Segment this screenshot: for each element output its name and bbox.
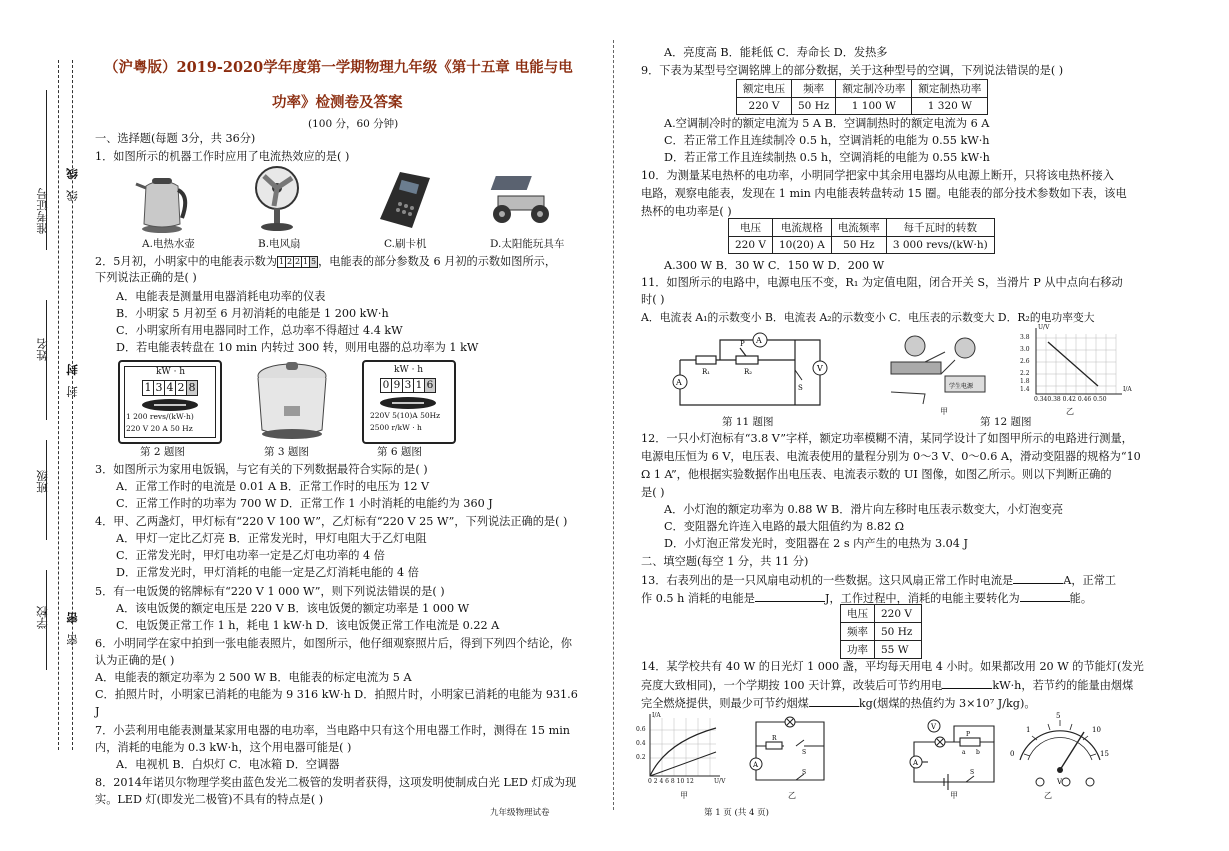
q15-graph-ylabel: I/A [652,712,661,719]
q9-cell-1: 220 V [737,98,792,115]
meter2-dial [378,396,438,410]
q3-options-cd: C．正常工作时的功率为 700 W D．正常工作 1 小时消耗的电能约为 360 J [116,497,493,510]
q12-ytick-4: 2.2 [1020,370,1030,377]
seal-mark-2: 封 [65,364,79,376]
seal-mark-1: 线 [65,168,79,180]
question-2-text-b: ，电能表的部分参数及 6 月初的示数如图所示， [318,255,557,268]
q12-graph-xticks: 0.340.38 0.42 0.46 0.50 [1034,396,1107,403]
q13-text-a: 13．右表列出的是一只风扇电动机的一些数据。这只风扇正常工作时电流是 [641,574,1014,587]
question-10-line1: 10．为测量某电热杯的电功率，小明同学把家中其余用电器均从电源上断开，只将该电热杯接入 [641,169,1114,182]
class-blank [46,440,47,540]
question-6-line2: 认为正确的是( ) [95,654,175,667]
exam-no-blank [46,90,47,250]
q4-option-c: C．正常发光时，甲灯电功率一定是乙灯电功率的 4 倍 [116,549,385,562]
svg-text:V: V [817,364,823,373]
seal-note-2: 封 [65,386,79,398]
school-blank [46,570,47,670]
q2-digit-2: 2 [287,257,293,266]
question-12-line2: 电源电压恒为 6 V，电压表、电流表使用的量程分别为 0～3 V、0～0.6 A，滑动变阻器的规格为“10 [641,450,1141,463]
q2-option-b: B．小明家 5 月初至 6 月初消耗的电能是 1 200 kW·h [116,307,389,320]
q10-head-1: 电压 [729,219,773,237]
exam-title-line2: 功率》检测卷及答案 [272,94,403,111]
q13-value-frequency: 50 Hz [875,623,922,641]
figure-caption-q6: 第 6 题图 [377,446,422,458]
q9-head-4: 额定制热功率 [912,80,988,98]
svg-text:S: S [802,769,807,776]
q15-iu-graph [636,712,726,788]
question-12-line1: 12．一只小灯泡标有“3.8 V”字样，额定功率模糊不清，某同学设计了如图甲所示的电路进行测量， [641,432,1133,445]
question-2-text-a: 2．5月初，小明家中的电能表示数为 [95,255,278,268]
svg-text:5: 5 [1056,712,1061,720]
svg-text:S: S [798,384,803,392]
svg-text:a: a [962,749,966,756]
q13-label-power: 功率 [841,641,875,659]
figure-caption-q3: 第 3 题图 [264,446,309,458]
svg-text:A: A [753,761,759,769]
meter2-digit-3: 3 [403,379,414,392]
question-14-line3 [641,696,1036,711]
q6-option-d-cont: J [95,705,100,718]
q13-text-d: J，工作过程中，消耗的电能主要转化为 [824,592,1020,605]
q5-options-ab: A．该电饭煲的额定电压是 220 V B．该电饭煲的额定功率是 1 000 W [116,602,470,615]
question-5: 5．有一电饭煲的铭牌标有“220 V 1 000 W”，则下列说法错误的是( ) [95,585,445,598]
svg-text:15: 15 [1100,750,1109,758]
q6-options-cd: C．拍照片时，小明家已消耗的电能为 9 316 kW·h D．拍照片时，小明家已消耗的电能为 931.6 [95,688,578,701]
q9-table [736,79,988,115]
q16-voltmeter-dial [1010,710,1110,792]
q13-text-e: 能。 [1069,592,1093,605]
svg-text:学生电源: 学生电源 [949,383,974,390]
q13-blank-energy[interactable] [755,591,825,602]
meter1-digit-2: 3 [154,381,165,395]
q12-ytick-6: 1.4 [1020,386,1030,393]
question-2-part2: 下列说法正确的是( ) [95,271,197,284]
q16-sub-jia: 甲 [950,791,958,800]
q1-caption-b: B.电风扇 [258,238,301,250]
q12-ui-graph [1020,324,1140,408]
svg-text:10: 10 [1092,726,1101,734]
svg-text:V: V [1057,778,1063,786]
svg-text:A: A [676,378,682,387]
q12-options-ab: A．小灯泡的额定功率为 0.88 W B．滑片向左移时电压表示数变大，小灯泡变亮 [664,503,1064,516]
meter1-digit-4: 2 [176,381,187,395]
q12-ytick-5: 1.8 [1020,378,1030,385]
question-7-line1: 7．小芸利用电能表测量某家用电器的电功率，当电路中只有这个用电器工作时，测得在 15 min [95,724,570,737]
q10-head-3: 电流频率 [831,219,886,237]
q8-options: A．亮度高 B．能耗低 C．寿命长 D．发热多 [664,46,888,59]
q9-head-2: 频率 [792,80,836,98]
meter2-digits [380,378,436,393]
q3-options-ab: A．正常工作时的电流是 0.01 A B．正常工作时的电压为 12 V [116,480,430,493]
kettle-image [132,166,192,234]
meter2-digit-5: 6 [426,379,434,391]
right-footer: 第 1 页 (共 4 页) [704,808,769,818]
question-12-line3: Ω 1 A”，他根据实验数据作出电压表、电流表示数的 UI 图像，如图乙所示。则以下判断正确的 [641,468,1112,481]
seal-mark-3: 密 [65,612,79,624]
electric-meter-figure-q6 [362,360,456,444]
q10-table-header [729,219,995,237]
q12-graph-ylabel: U/V [1038,324,1050,331]
q2-digit-5: 5 [311,257,317,266]
question-7-line2: 内，消耗的电能为 0.3 kW·h，这个用电器可能是( ) [95,741,352,754]
q15-sub-yi: 乙 [788,791,796,800]
q13-value-voltage: 220 V [875,605,922,623]
q13-blank-current[interactable] [1013,573,1063,584]
q2-digit-3: 2 [295,257,301,266]
meter1-digit-5: 8 [188,381,196,394]
meter1-spec1: 1 200 revs/(kW·h) [126,412,194,421]
q10-cell-3: 50 Hz [831,237,886,254]
question-8-line2: 实。LED 灯(即发光二极管)不具有的特点是( ) [95,793,324,806]
q13-text-c: 作 0.5 h 消耗的电能是 [641,592,755,605]
meter2-digit-1: 0 [381,379,392,392]
q9-head-1: 额定电压 [737,80,792,98]
q13-value-power: 55 W [875,641,922,659]
question-1: 1．如图所示的机器工作时应用了电流热效应的是( ) [95,150,350,163]
q12-ytick-1: 3.8 [1020,334,1030,341]
meter1-spec2: 220 V 20 A 50 Hz [126,424,193,433]
q13-row-power [841,641,922,659]
q12-sub-jia: 甲 [940,407,948,416]
exam-title-line1: （沪粤版）2019-2020学年度第一学期物理九年级《第十五章 电能与电 [104,59,573,76]
school-label: 学校 [35,606,49,629]
svg-text:A: A [913,759,919,767]
meter2-unit: kW · h [394,365,424,375]
meter2-spec2: 2500 r/kW · h [370,423,422,432]
q2-meter-digits [277,256,318,268]
q9-cell-2: 50 Hz [792,98,836,115]
q10-cell-1: 220 V [729,237,773,254]
q4-option-d: D．正常发光时，甲灯消耗的电能一定是乙灯消耗电能的 4 倍 [116,566,419,579]
q9-option-c: C．若正常工作且连续制冷 0.5 h，空调消耗的电能为 0.55 kW·h [664,134,990,147]
meter2-digit-2: 9 [392,379,403,392]
question-3: 3．如图所示为家用电饭锅，与它有关的下列数据最符合实际的是( ) [95,463,428,476]
q2-digit-1: 1 [279,257,285,266]
q10-options: A.300 W B．30 W C．150 W D．200 W [664,259,885,272]
q5-options-cd: C．电饭煲正常工作 1 h，耗电 1 kW·h D．该电饭煲正常工作电流是 0.22 A [116,619,500,632]
exam-no-label: 准考证号 [35,188,49,234]
q15-graph-xticks: 0 2 4 6 8 10 12 [648,778,694,785]
q13-row-frequency [841,623,922,641]
q10-cell-2: 10(20) A [772,237,831,254]
section-choice-heading: 一、选择题(每题 3分，共 36分) [95,132,256,145]
q15-sub-jia: 甲 [680,791,688,800]
q9-options-ab: A.空调制冷时的额定电流为 5 A B．空调制热时的额定电流为 6 A [664,117,990,130]
q9-head-3: 额定制冷功率 [836,80,912,98]
q13-row-voltage [841,605,922,623]
q14-text-c: kW·h，若节约的能量由烟煤 [992,679,1134,692]
q6-options-ab: A．电能表的额定功率为 2 500 W B．电能表的标定电流为 5 A [95,671,412,684]
svg-text:R₂: R₂ [744,368,753,376]
question-10-line3: 热杯的电功率是( ) [641,205,732,218]
svg-text:A: A [756,336,762,345]
q12-option-c: C．变阻器允许连入电路的最大阻值约为 8.82 Ω [664,520,905,533]
svg-text:0: 0 [1010,750,1015,758]
q1-caption-c: C.刷卡机 [384,238,427,250]
section-fill-heading: 二、填空题(每空 1 分，共 11 分) [641,555,809,568]
q10-table [728,218,995,254]
q10-table-row [729,237,995,254]
question-13-line1 [641,573,1116,588]
meter1-digit-1: 1 [143,381,154,395]
figure-caption-q12: 第 12 题图 [980,416,1032,428]
name-label: 姓名 [35,338,49,361]
svg-text:S: S [970,769,975,776]
svg-text:P: P [740,340,745,348]
figure-caption-q11: 第 11 题图 [722,416,774,428]
q2-option-d: D．若电能表转盘在 10 min 内转过 300 转，则用电器的总功率为 1 kW [116,341,479,354]
q14-text-d: 完全燃烧提供，则最少可节约烟煤 [641,697,809,710]
card-reader-image [370,164,440,234]
q10-head-2: 电流规格 [772,219,831,237]
q9-table-row [737,98,988,115]
q12-apparatus-image [885,332,1005,410]
q10-head-4: 每千瓦时的转数 [886,219,994,237]
question-11-line1: 11．如图所示的电路中，电源电压不变，R₁ 为定值电阻，闭合开关 S，当滑片 P 从中点向右移动 [641,276,1123,289]
question-12-line4: 是( ) [641,486,665,499]
q11-options: A．电流表 A₁的示数变小 B．电流表 A₂的示数变小 C．电压表的示数变大 D．R₂的电功率变大 [641,311,1095,324]
q9-cell-3: 1 100 W [836,98,912,115]
seal-note-1: 线 [65,190,79,202]
name-blank [46,300,47,420]
q1-caption-d: D.太阳能玩具车 [490,238,565,250]
q15-graph-xlabel: U/V [714,778,726,785]
q13-label-frequency: 频率 [841,623,875,641]
q2-option-a: A．电能表是测量用电器消耗电功率的仪表 [116,290,326,303]
question-6-line1: 6．小明同学在家中拍到一张电能表照片，如图所示，他仔细观察照片后，得到下列四个结论，你 [95,637,572,650]
meter1-unit: kW · h [156,367,186,377]
q12-ytick-3: 2.6 [1020,358,1030,365]
question-14-line2 [641,678,1133,693]
svg-text:1: 1 [1026,726,1031,734]
q13-blank-form[interactable] [1020,591,1070,602]
column-divider [613,40,614,810]
question-10-line2: 电路，观察电能表，发现在 1 min 内电能表转盘转动 15 圈。电能表的部分技术参数如下表，该电 [641,187,1127,200]
q14-blank-energy[interactable] [942,678,992,689]
svg-text:S: S [802,749,807,756]
q9-option-d: D．若正常工作且连续制热 0.5 h，空调消耗的电能为 0.55 kW·h [664,151,990,164]
meter2-digit-4: 1 [414,379,425,392]
q2-option-c: C．小明家所有用电器同时工作，总功率不得超过 4.4 kW [116,324,403,337]
svg-text:V: V [931,723,937,731]
svg-text:R₁: R₁ [702,368,711,376]
q12-graph-xlabel: I/A [1123,386,1132,393]
q14-blank-coal[interactable] [809,696,859,707]
solar-toy-car-image [488,170,558,232]
seal-note-3: 密 [65,634,79,646]
q12-ytick-2: 3.0 [1020,346,1030,353]
electric-meter-figure-q2 [118,360,222,444]
question-8-line1: 8．2014年诺贝尔物理学奖由蓝色发光二极管的发明者获得，这项发明使制成白光 LED 灯成为现 [95,776,577,789]
q9-table-header [737,80,988,98]
svg-text:b: b [976,749,980,756]
meter1-dial [140,398,200,412]
meter1-digit-3: 4 [165,381,176,395]
question-4: 4．甲、乙两盏灯，甲灯标有“220 V 100 W”，乙灯标有“220 V 25 W”，下列说法正确的是( ) [95,515,568,528]
q12-sub-yi: 乙 [1066,407,1074,416]
question-2-part1 [95,255,556,269]
q16-circuit-diagram [904,712,1004,790]
q13-table [840,604,922,659]
exam-subtitle: (100 分，60 分钟) [308,118,399,130]
svg-text:P: P [966,731,971,738]
q15-ytick-1: 0.6 [636,726,646,733]
question-9: 9．下表为某型号空调铭牌上的部分数据，关于这种型号的空调，下列说法错误的是( ) [641,64,1064,77]
q11-circuit-diagram [660,330,830,410]
class-label: 班级 [35,470,49,493]
q2-digit-4: 1 [303,257,309,266]
left-footer: 九年级物理试卷 [490,808,550,818]
q4-options-ab: A．甲灯一定比乙灯亮 B．正常发光时，甲灯电阻大于乙灯电阻 [116,532,427,545]
binding-line-outer [58,60,59,750]
q14-text-b: 亮度大致相同)，一个学期按 100 天计算，改装后可节约用电 [641,679,943,692]
q15-ytick-2: 0.4 [636,740,646,747]
question-14-line1: 14．某学校共有 40 W 的日光灯 1 000 盏，平均每天用电 4 小时。如果都改用 20 W 的节能灯(发光 [641,660,1144,673]
q14-text-e: kg(烟煤的热值约为 3×10⁷ J/kg)。 [858,697,1036,710]
q15-circuit-diagram [744,712,834,788]
q7-options: A．电视机 B．白炽灯 C．电冰箱 D．空调器 [116,758,340,771]
q15-ytick-3: 0.2 [636,754,646,761]
fan-image [252,164,302,234]
rice-cooker-image [252,360,332,442]
q12-option-d: D．小灯泡正常发光时，变阻器在 2 s 内产生的电热为 3.04 J [664,537,968,550]
q16-sub-yi: 乙 [1044,791,1052,800]
q9-cell-4: 1 320 W [912,98,988,115]
q1-caption-a: A.电热水壶 [142,238,195,250]
binding-line-inner [72,60,73,750]
q10-cell-4: 3 000 revs/(kW·h) [886,237,994,254]
q13-label-voltage: 电压 [841,605,875,623]
meter1-digits [142,380,198,396]
figure-caption-q2: 第 2 题图 [140,446,185,458]
svg-text:R: R [772,735,777,742]
meter2-spec1: 220V 5(10)A 50Hz [370,411,441,420]
q13-text-b: A，正常工 [1063,574,1117,587]
question-11-line2: 时( ) [641,293,665,306]
